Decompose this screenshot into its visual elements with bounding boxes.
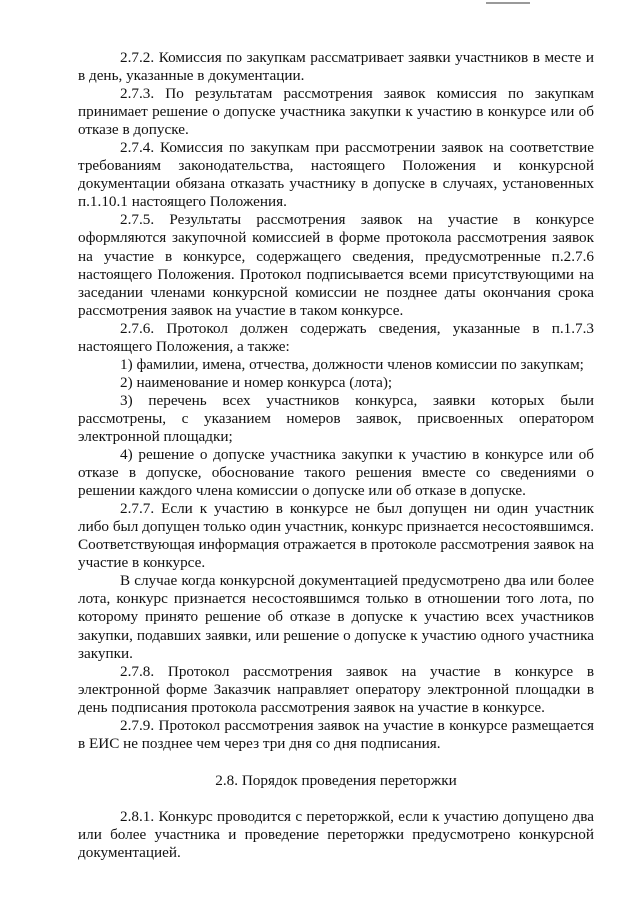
paragraph-2-7-3: 2.7.3. По результатам рассмотрения заявок комиссия по закупкам принимает решение о допуске участника закупки к участию в конкурсе или об отказе в допуске. [78, 85, 594, 139]
paragraph-2-7-6: 2.7.6. Протокол должен содержать сведения, указанные в п.1.7.3 настоящего Положения, а также: [78, 319, 594, 355]
list-item-4: 4) решение о допуске участника закупки к участию в конкурсе или об отказе в допуске, обоснование такого решения вместе со сведениями о решении каждого члена комиссии о допуске или об отказе в допуске. [78, 446, 594, 500]
paragraph-2-7-7: 2.7.7. Если к участию в конкурсе не был допущен ни один участник либо был допущен только один участник, конкурс признается несостоявшимся. Соответствующая информация отражается в протоколе рассмотрения заявок на участие в конкурсе. [78, 500, 594, 572]
paragraph-2-7-4: 2.7.4. Комиссия по закупкам при рассмотрении заявок на соответствие требованиям законодательства, настоящего Положения и конкурсной документации обязана отказать участнику в допуске в случаях, установенных п.1.10.1 настоящего Положения. [78, 139, 594, 211]
paragraph-2-7-5: 2.7.5. Результаты рассмотрения заявок на участие в конкурсе оформляются закупочной комиссией в форме протокола рассмотрения заявок на участие в конкурсе, содержащего сведения, предусмотренные п.2.7.6 настоящего Положения. Протокол подписывается всеми присутствующими на заседании членами конкурсной комиссии не позднее даты окончания срока рассмотрения заявок на участие в таком конкурсе. [78, 211, 594, 319]
list-item-1: 1) фамилии, имена, отчества, должности членов комиссии по закупкам; [120, 355, 584, 373]
paragraph-2-8-1: 2.8.1. Конкурс проводится с переторжкой, если к участию допущено два или более участника и проведение переторжки предусмотрено конкурсной документацией. [78, 807, 594, 861]
list-item-3: 3) перечень всех участников конкурса, заявки которых были рассмотрены, с указанием номеров заявок, присвоенных оператором электронной площадки; [78, 391, 594, 445]
scan-mark [486, 2, 530, 4]
list-item-2: 2) наименование и номер конкурса (лота); [120, 373, 393, 391]
paragraph-2-7-2: 2.7.2. Комиссия по закупкам рассматривает заявки участников в месте и в день, указанные в документации. [78, 49, 594, 85]
paragraph-multiple-lots: В случае когда конкурсной документацией предусмотрено два или более лота, конкурс признается несостоявшимся только в отношении того лота, по которому принято решение об отказе в допуске к участию всех участников закупки, подавших заявки, или решение о допуске к участию одного участника закупки. [78, 572, 594, 662]
paragraph-2-7-9: 2.7.9. Протокол рассмотрения заявок на участие в конкурсе размещается в ЕИС не позднее чем через три дня со дня подписания. [78, 716, 594, 752]
section-heading: 2.8. Порядок проведения переторжки [215, 771, 457, 789]
document-body [78, 49, 594, 862]
paragraph-2-7-8: 2.7.8. Протокол рассмотрения заявок на участие в конкурсе в электронной форме Заказчик направляет оператору электронной площадки в день подписания протокола рассмотрения заявок на участие в конкурсе. [78, 662, 594, 716]
